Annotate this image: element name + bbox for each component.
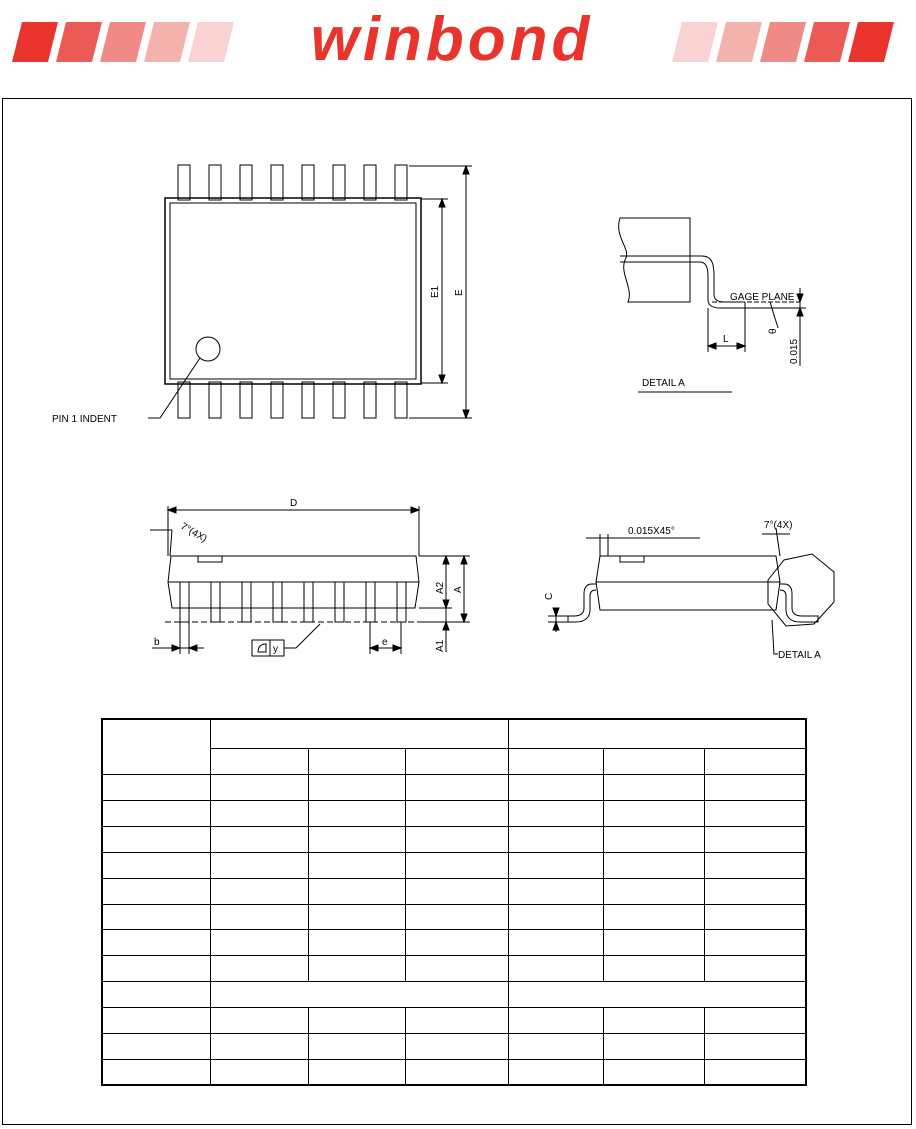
stripe [716,22,762,62]
coplanarity-frame [252,640,284,656]
end-view [544,520,834,661]
body-break-outline [619,218,690,302]
logo-text: winbond [310,5,594,74]
dim-e-label: E [454,289,465,296]
end-lead-right [780,584,818,622]
stripe [188,22,234,62]
chamfer-label: 0.015X45° [628,526,675,537]
dim-a1-label: A1 [435,639,446,652]
table-row [102,852,806,878]
detail-a-ref: DETAIL A [778,650,821,661]
stripe [144,22,190,62]
dim-theta-label: θ [768,328,779,334]
stripe [672,22,718,62]
dim-0015-label: 0.015 [789,338,800,364]
winbond-header [0,0,916,96]
pin1-leader [148,358,200,418]
end-angle-label: 7°(4X) [764,520,793,531]
table-cell [308,749,405,775]
side-pins [180,582,406,622]
bottom-pins [178,382,407,418]
table-cell [508,749,603,775]
table-cell [210,719,508,749]
detail-a-title: DETAIL A [642,378,685,389]
dim-d-label: D [290,498,298,509]
stripe [56,22,102,62]
side-angle-label: 7°(4X) [178,521,209,545]
table-cell [704,749,806,775]
dim-e-pitch-label: e [382,637,388,648]
stripe [100,22,146,62]
table-cell [603,749,704,775]
table-cell [102,719,210,775]
table-cell [405,749,508,775]
gage-plane-label: GAGE PLANE [730,292,795,303]
pin1-indent-circle [196,337,220,361]
table-row-merged [102,982,806,1008]
coplanarity-label: y [273,644,278,655]
table-row [102,904,806,930]
top-pins [178,165,407,200]
stripe [12,22,58,62]
dim-l-label: L [723,334,729,345]
dim-c-label: C [544,592,555,600]
table-row [102,878,806,904]
dim-a2-label: A2 [435,581,446,594]
pin1-label: PIN 1 INDENT [52,414,118,425]
side-view [150,498,470,656]
dimension-table [101,718,807,1086]
package-body-inner [170,203,416,379]
detail-a-view [619,218,806,392]
table-cell [508,719,806,749]
stripe [760,22,806,62]
stripes-left [12,22,234,62]
dim-e1-label: E1 [430,285,441,298]
package-drawing [0,98,916,698]
end-lead-left [568,584,596,622]
table-row [102,930,806,956]
table-row [102,801,806,827]
stripe [804,22,850,62]
table-row [102,775,806,801]
table-row [102,1059,806,1085]
top-view [52,165,472,425]
package-body-outer [165,198,421,384]
table-row [102,827,806,853]
end-body-outline [596,556,780,582]
dim-a-label: A [453,586,464,593]
table-row [102,956,806,982]
dim-b-label: b [154,637,160,648]
detail-a-callout [768,554,834,626]
table-row [102,1007,806,1033]
side-body-outline [168,556,419,582]
table-row [102,1033,806,1059]
table-cell [210,749,308,775]
stripe [848,22,894,62]
stripes-right [672,22,894,62]
table-header-row [102,719,806,749]
